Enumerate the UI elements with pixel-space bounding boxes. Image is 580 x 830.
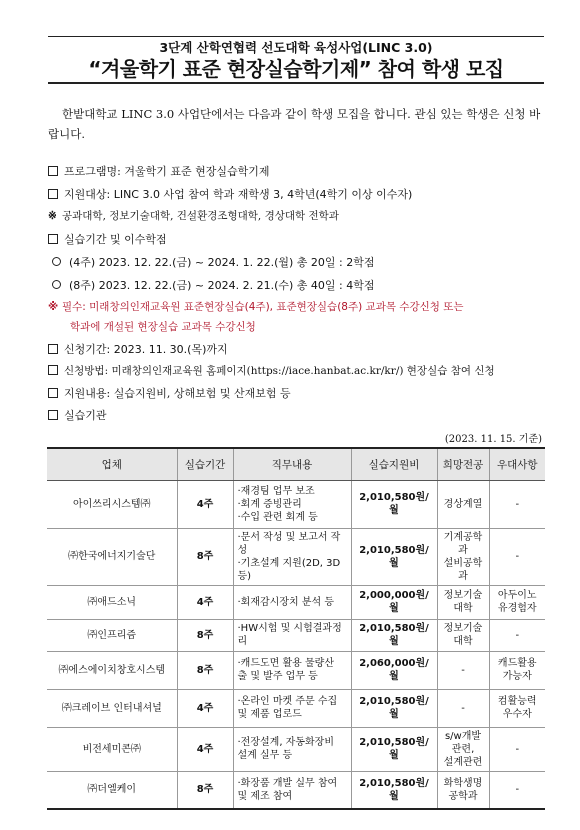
cell-major: 경상계열 — [437, 480, 489, 528]
cell-period: 4주 — [177, 480, 233, 528]
cell-period: 8주 — [177, 771, 233, 809]
cell-company: 비전세미콘㈜ — [47, 727, 177, 771]
cell-stipend: 2,000,000원/월 — [351, 585, 437, 619]
cell-period: 4주 — [177, 727, 233, 771]
checkbox-square-icon — [48, 166, 58, 176]
table-row — [47, 771, 545, 809]
cell-duty: ·전장설계, 자동화장비 설계 실무 등 — [233, 727, 351, 771]
cell-major: 기계공학과 설비공학과 — [437, 528, 489, 585]
cell-duty: ·재경팀 업무 보조 ·회계 증빙관리 ·수입 관련 회계 등 — [233, 480, 351, 528]
item-institutions: 실습기관 — [48, 408, 548, 423]
item-period-4w: (4주) 2023. 12. 22.(금) ~ 2024. 1. 22.(월) 총 20일 : 2학점 — [48, 255, 548, 270]
cell-stipend: 2,010,580원/월 — [351, 528, 437, 585]
cell-stipend: 2,060,000원/월 — [351, 651, 437, 689]
cell-company: ㈜더엘케이 — [47, 771, 177, 809]
note-mark: ※ — [48, 301, 59, 313]
cell-stipend: 2,010,580원/월 — [351, 727, 437, 771]
cell-major: s/w개발 관련, 설계관련 — [437, 727, 489, 771]
header-subtitle: 3단계 산학연협력 선도대학 육성사업(LINC 3.0) — [159, 40, 433, 55]
item-apply-period: 신청기간: 2023. 11. 30.(목)까지 — [48, 342, 548, 357]
table-row — [47, 585, 545, 619]
cell-period: 8주 — [177, 651, 233, 689]
item-period-8w: (8주) 2023. 12. 22.(금) ~ 2024. 2. 21.(수) 총 40일 : 4학점 — [48, 278, 548, 293]
circle-bullet-icon — [52, 280, 61, 289]
header-title: “겨울학기 표준 현장실습학기제” 참여 학생 모집 — [88, 57, 504, 81]
checkbox-square-icon — [48, 410, 58, 420]
cell-duty: ·HW시험 및 시험결과정리 — [233, 619, 351, 651]
cell-preference: - — [489, 480, 545, 528]
table-header-row — [47, 448, 545, 480]
col-header-company: 업체 — [47, 448, 177, 480]
cell-period: 4주 — [177, 689, 233, 727]
cell-period: 4주 — [177, 585, 233, 619]
cell-period: 8주 — [177, 619, 233, 651]
institutions-table — [47, 447, 545, 810]
cell-company: ㈜에스에이치창호시스템 — [47, 651, 177, 689]
cell-preference: - — [489, 771, 545, 809]
cell-major: 정보기술 대학 — [437, 619, 489, 651]
item-required-cont: 학과에 개설된 현장실습 교과목 수강신청 — [70, 321, 256, 333]
checkbox-square-icon — [48, 388, 58, 398]
cell-preference: 아두이노 유경험자 — [489, 585, 545, 619]
cell-company: ㈜크레이브 인터내셔널 — [47, 689, 177, 727]
item-apply-method: 신청방법: 미래창의인재교육원 홈페이지(https://iace.hanbat.ac.kr/kr/) 현장실습 참여 신청 — [48, 364, 548, 379]
intro-paragraph: 한밭대학교 LINC 3.0 사업단에서는 다음과 같이 학생 모집을 합니다. 관심 있는 학생은 신청 바랍니다. — [48, 107, 541, 141]
col-header-duty: 직무내용 — [233, 448, 351, 480]
table-row — [47, 651, 545, 689]
circle-bullet-icon — [52, 257, 61, 266]
cell-major: 화학생명 공학과 — [437, 771, 489, 809]
col-header-period: 실습기간 — [177, 448, 233, 480]
note-mark: ※ — [48, 210, 57, 222]
cell-stipend: 2,010,580원/월 — [351, 689, 437, 727]
cell-duty: ·회재감시장치 분석 등 — [233, 585, 351, 619]
item-target-note: ※ 공과대학, 정보기술대학, 건설환경조형대학, 경상대학 전학과 — [48, 210, 339, 222]
col-header-major: 희망전공 — [437, 448, 489, 480]
cell-preference: - — [489, 619, 545, 651]
checkbox-square-icon — [48, 344, 58, 354]
item-support: 지원내용: 실습지원비, 상해보험 및 산재보험 등 — [48, 386, 548, 401]
table-row — [47, 528, 545, 585]
document-header — [48, 36, 544, 84]
cell-preference: - — [489, 727, 545, 771]
cell-company: 아이쓰리시스템㈜ — [47, 480, 177, 528]
cell-preference: 컴활능력 우수자 — [489, 689, 545, 727]
cell-major: - — [437, 651, 489, 689]
checkbox-square-icon — [48, 189, 58, 199]
item-period: 실습기간 및 이수학점 — [48, 232, 548, 247]
col-header-stipend: 실습지원비 — [351, 448, 437, 480]
item-required: ※ 필수: 미래창의인재교육원 표준현장실습(4주), 표준현장실습(8주) 교과목 수강신청 또는 — [48, 301, 464, 313]
cell-major: 정보기술 대학 — [437, 585, 489, 619]
table-row — [47, 689, 545, 727]
cell-company: ㈜한국에너지기술단 — [47, 528, 177, 585]
cell-stipend: 2,010,580원/월 — [351, 771, 437, 809]
cell-stipend: 2,010,580원/월 — [351, 480, 437, 528]
cell-major: - — [437, 689, 489, 727]
cell-period: 8주 — [177, 528, 233, 585]
reference-date: (2023. 11. 15. 기준) — [444, 434, 542, 445]
cell-company: ㈜인프리즘 — [47, 619, 177, 651]
table-row — [47, 619, 545, 651]
table-row — [47, 480, 545, 528]
table-row — [47, 727, 545, 771]
col-header-preference: 우대사항 — [489, 448, 545, 480]
item-target: 지원대상: LINC 3.0 사업 참여 학과 재학생 3, 4학년(4학기 이상 이수자) — [48, 187, 548, 202]
cell-duty: ·캐드도면 활용 물량산 출 및 발주 업무 등 — [233, 651, 351, 689]
checkbox-square-icon — [48, 365, 58, 375]
item-program: 프로그램명: 겨울학기 표준 현장실습학기제 — [48, 164, 548, 179]
cell-duty: ·온라인 마켓 주문 수집 및 제품 업로드 — [233, 689, 351, 727]
cell-preference: - — [489, 528, 545, 585]
cell-duty: ·화장품 개발 실무 참여 및 제조 참여 — [233, 771, 351, 809]
checkbox-square-icon — [48, 234, 58, 244]
cell-company: ㈜애드소닉 — [47, 585, 177, 619]
cell-stipend: 2,010,580원/월 — [351, 619, 437, 651]
cell-preference: 캐드활용 가능자 — [489, 651, 545, 689]
cell-duty: ·문서 작성 및 보고서 작성 ·기초설계 지원(2D, 3D등) — [233, 528, 351, 585]
